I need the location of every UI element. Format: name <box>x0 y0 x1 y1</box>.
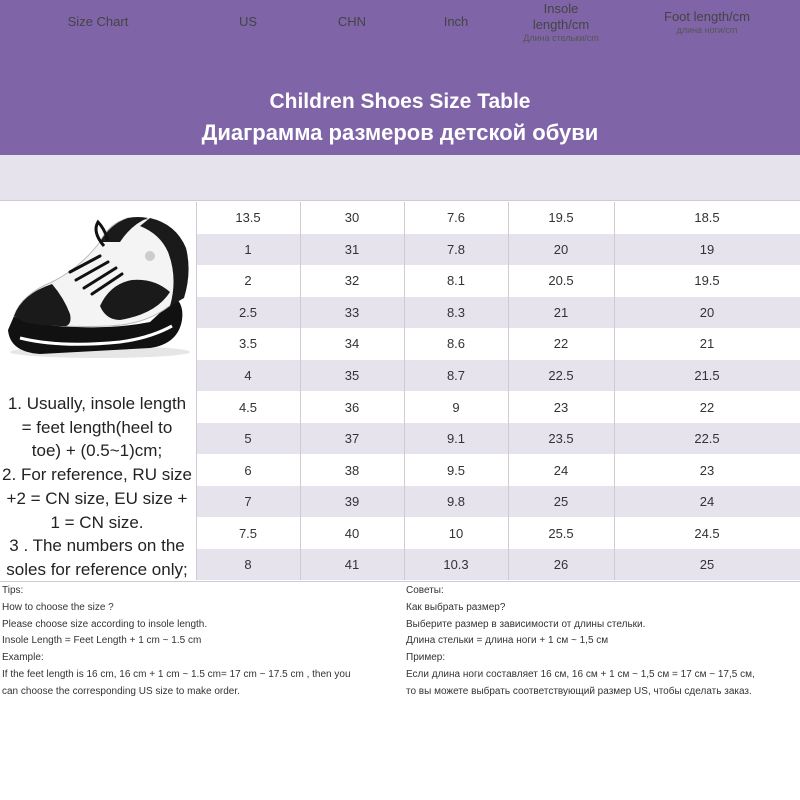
cell-chn: 40 <box>344 526 360 541</box>
cell-inch: 9.5 <box>446 463 466 478</box>
shoe-image <box>0 202 196 364</box>
cell-inch: 7.8 <box>446 242 466 257</box>
cell-insole: 23 <box>553 400 569 415</box>
table-row <box>196 265 800 296</box>
cell-foot: 21 <box>699 336 715 351</box>
cell-insole: 21 <box>553 305 569 320</box>
cell-insole: 25 <box>553 494 569 509</box>
table-row <box>196 486 800 517</box>
cell-insole: 23.5 <box>548 431 574 446</box>
col-insole <box>508 0 614 45</box>
cell-insole: 19.5 <box>548 210 574 225</box>
cell-us: 2.5 <box>238 305 258 320</box>
table-row <box>196 423 800 454</box>
cell-chn: 34 <box>344 336 360 351</box>
cell-chn: 32 <box>344 273 360 288</box>
size-notes <box>0 392 194 582</box>
title-russian: Диаграмма размеров детской обуви <box>201 120 599 145</box>
tip-line: Длина стельки = длина ноги + 1 см ~ 1,5 см <box>406 635 609 647</box>
col-inch: Inch <box>443 14 469 30</box>
tip-line: Insole Length = Feet Length + 1 cm ~ 1.5 cm <box>2 635 202 647</box>
cell-foot: 20 <box>699 305 715 320</box>
cell-foot: 18.5 <box>694 210 720 225</box>
grid-line <box>508 202 509 580</box>
col-foot <box>614 0 800 45</box>
cell-chn: 30 <box>344 210 360 225</box>
grid-line <box>614 202 615 580</box>
note-line: 2. For reference, RU size <box>2 465 192 485</box>
cell-us: 13.5 <box>235 210 261 225</box>
cell-inch: 8.6 <box>446 336 466 351</box>
cell-inch: 10.3 <box>443 557 469 572</box>
cell-insole: 24 <box>553 463 569 478</box>
cell-inch: 9.8 <box>446 494 466 509</box>
cell-foot: 22.5 <box>694 431 720 446</box>
cell-inch: 8.7 <box>446 368 466 383</box>
grid-line <box>404 202 405 580</box>
tip-line: Example: <box>2 652 44 664</box>
table-row <box>196 360 800 391</box>
col-foot-label: Foot length/cm <box>664 8 750 24</box>
cell-insole: 25.5 <box>548 526 574 541</box>
cell-insole: 22.5 <box>548 368 574 383</box>
cell-insole: 20 <box>553 242 569 257</box>
table-row <box>196 202 800 233</box>
tip-line: Как выбрать размер? <box>406 601 506 613</box>
table-row <box>196 392 800 423</box>
cell-chn: 35 <box>344 368 360 383</box>
tips-english <box>2 583 397 701</box>
col-us: US <box>238 14 258 30</box>
cell-us: 2 <box>244 273 252 288</box>
cell-foot: 24 <box>699 494 715 509</box>
cell-insole: 22 <box>553 336 569 351</box>
tip-line: Советы: <box>406 585 444 596</box>
cell-inch: 9.1 <box>446 431 466 446</box>
cell-chn: 37 <box>344 431 360 446</box>
tip-line: Если длина ноги составляет 16 см, 16 см + 1 см ~ 1,5 см = 17 см ~ 17,5 см, <box>406 668 755 680</box>
col-insole-line2: length/cm <box>532 16 590 32</box>
table-row <box>196 297 800 328</box>
cell-us: 6 <box>244 463 252 478</box>
tip-line: Tips: <box>2 585 24 596</box>
tip-line: Please choose size according to insole length. <box>2 618 208 630</box>
col-insole-line1: Insole <box>543 0 579 16</box>
grid-line <box>196 202 197 580</box>
cell-us: 4 <box>244 368 252 383</box>
note-line: 1. Usually, insole length <box>7 394 187 413</box>
cell-inch: 9 <box>452 400 460 415</box>
table-row <box>196 234 800 265</box>
cell-chn: 33 <box>344 305 360 320</box>
table-row <box>196 328 800 359</box>
title-english: Children Shoes Size Table <box>269 90 531 113</box>
tip-line: Пример: <box>406 652 446 664</box>
cell-foot: 21.5 <box>694 368 720 383</box>
cell-us: 3.5 <box>238 336 258 351</box>
table-row <box>196 549 800 580</box>
cell-inch: 8.3 <box>446 305 466 320</box>
note-line: toe) + (0.5~1)cm; <box>31 441 163 461</box>
tip-line: If the feet length is 16 cm, 16 cm + 1 cm ~ 1.5 cm= 17 cm ~ 17.5 cm , then you <box>2 668 351 680</box>
cell-us: 4.5 <box>238 400 258 415</box>
tip-line: can choose the corresponding US size to make order. <box>2 685 240 697</box>
cell-us: 5 <box>244 431 252 446</box>
cell-us: 7.5 <box>238 526 258 541</box>
column-header-row <box>0 155 800 200</box>
note-line: soles for reference only; <box>6 559 188 579</box>
note-line: 1 = CN size. <box>50 512 144 532</box>
cell-us: 8 <box>244 557 252 572</box>
cell-us: 1 <box>244 242 252 257</box>
cell-foot: 19 <box>699 242 715 257</box>
cell-chn: 41 <box>344 557 360 572</box>
cell-chn: 38 <box>344 463 360 478</box>
tip-line: то вы можете выбрать соответствующий размер US, чтобы сделать заказ. <box>406 685 752 697</box>
cell-foot: 23 <box>699 463 715 478</box>
cell-chn: 31 <box>344 242 360 257</box>
cell-foot: 22 <box>699 400 715 415</box>
col-insole-ru: Длина стельки/cm <box>523 33 599 44</box>
cell-inch: 10 <box>448 526 464 541</box>
tips-russian <box>406 583 798 701</box>
cell-chn: 36 <box>344 400 360 415</box>
note-line: +2 = CN size, EU size + <box>6 488 188 508</box>
table-row <box>196 455 800 486</box>
cell-insole: 26 <box>553 557 569 572</box>
cell-foot: 19.5 <box>694 273 720 288</box>
col-size-chart: Size Chart <box>67 14 129 30</box>
cell-inch: 7.6 <box>446 210 466 225</box>
cell-foot: 24.5 <box>694 526 720 541</box>
col-chn: CHN <box>337 14 367 30</box>
table-row <box>196 518 800 549</box>
cell-chn: 39 <box>344 494 360 509</box>
grid-line <box>300 202 301 580</box>
tip-line: Выберите размер в зависимости от длины стельки. <box>406 618 646 630</box>
cell-foot: 25 <box>699 557 715 572</box>
tip-line: How to choose the size ? <box>2 601 114 613</box>
cell-us: 7 <box>244 494 252 509</box>
cell-insole: 20.5 <box>548 273 574 288</box>
cell-inch: 8.1 <box>446 273 466 288</box>
col-foot-ru: длина ноги/cm <box>676 25 738 35</box>
divider <box>0 200 800 201</box>
note-line: = feet length(heel to <box>21 417 173 437</box>
note-line: 3 . The numbers on the <box>9 536 185 556</box>
